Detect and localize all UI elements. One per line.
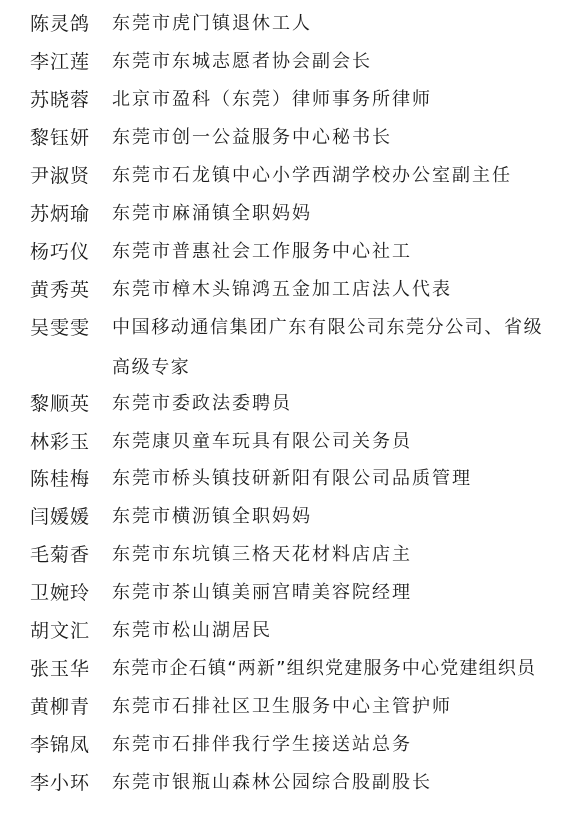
list-item (0, 654, 578, 684)
person-title: 东莞市石排伴我行学生接送站总务 (112, 734, 412, 755)
person-title: 东莞市茶山镇美丽宫晴美容院经理 (112, 582, 412, 603)
person-name: 胡文汇 (30, 620, 91, 642)
person-name: 李小环 (30, 772, 91, 794)
person-title: 东莞市桥头镇技研新阳有限公司品质管理 (112, 468, 472, 489)
list-item (0, 692, 578, 722)
person-title: 东莞市委政法委聘员 (112, 393, 292, 414)
list-item (0, 578, 578, 608)
list-item (0, 47, 578, 77)
person-name: 卫婉玲 (30, 582, 91, 604)
person-title: 东莞市石龙镇中心小学西湖学校办公室副主任 (112, 165, 512, 186)
person-title: 东莞市樟木头锦鸿五金加工店法人代表 (112, 279, 452, 300)
list-item (0, 85, 578, 115)
person-name: 苏晓蓉 (30, 89, 91, 111)
list-item (0, 389, 578, 419)
person-title: 东莞市东坑镇三格天花材料店店主 (112, 544, 412, 565)
person-title: 中国移动通信集团广东有限公司东莞分公司、省级高级专家 (112, 317, 544, 378)
person-name: 陈灵鸽 (30, 13, 91, 35)
list-item (0, 464, 578, 494)
person-title: 东莞市创一公益服务中心秘书长 (112, 127, 392, 148)
person-name: 毛菊香 (30, 544, 91, 566)
list-item (0, 237, 578, 267)
person-title: 东莞市虎门镇退休工人 (112, 13, 312, 34)
list-item (0, 730, 578, 760)
person-name: 黎钰妍 (30, 127, 91, 149)
person-name: 杨巧仪 (30, 241, 91, 263)
list-item (0, 427, 578, 457)
person-title: 东莞市松山湖居民 (112, 620, 272, 641)
list-item (0, 161, 578, 191)
list-item (0, 9, 578, 39)
person-name: 吴雯雯 (30, 317, 91, 339)
person-title: 东莞市东城志愿者协会副会长 (112, 51, 372, 72)
person-name: 黄柳青 (30, 696, 91, 718)
person-name: 闫媛媛 (30, 506, 91, 528)
person-title: 北京市盈科（东莞）律师事务所律师 (112, 89, 432, 110)
person-title: 东莞市企石镇“两新”组织党建服务中心党建组织员 (112, 658, 537, 679)
person-name: 陈桂梅 (30, 468, 91, 490)
person-name: 李锦凤 (30, 734, 91, 756)
person-title: 东莞市普惠社会工作服务中心社工 (112, 241, 412, 262)
list-item (0, 199, 578, 229)
person-title: 东莞市石排社区卫生服务中心主管护师 (112, 696, 452, 717)
person-title: 东莞市麻涌镇全职妈妈 (112, 203, 312, 224)
list-item (0, 123, 578, 153)
person-title: 东莞市银瓶山森林公园综合股副股长 (112, 772, 432, 793)
person-name: 黄秀英 (30, 279, 91, 301)
list-item (0, 768, 578, 798)
person-name: 张玉华 (30, 658, 91, 680)
person-name: 尹淑贤 (30, 165, 91, 187)
person-name: 苏炳瑜 (30, 203, 91, 225)
person-name: 李江莲 (30, 51, 91, 73)
list-item (0, 313, 578, 383)
person-name: 黎顺英 (30, 393, 91, 415)
person-name: 林彩玉 (30, 431, 91, 453)
person-title: 东莞市横沥镇全职妈妈 (112, 506, 312, 527)
list-item (0, 502, 578, 532)
list-item (0, 540, 578, 570)
person-title: 东莞康贝童车玩具有限公司关务员 (112, 431, 412, 452)
list-item (0, 275, 578, 305)
list-item (0, 616, 578, 646)
